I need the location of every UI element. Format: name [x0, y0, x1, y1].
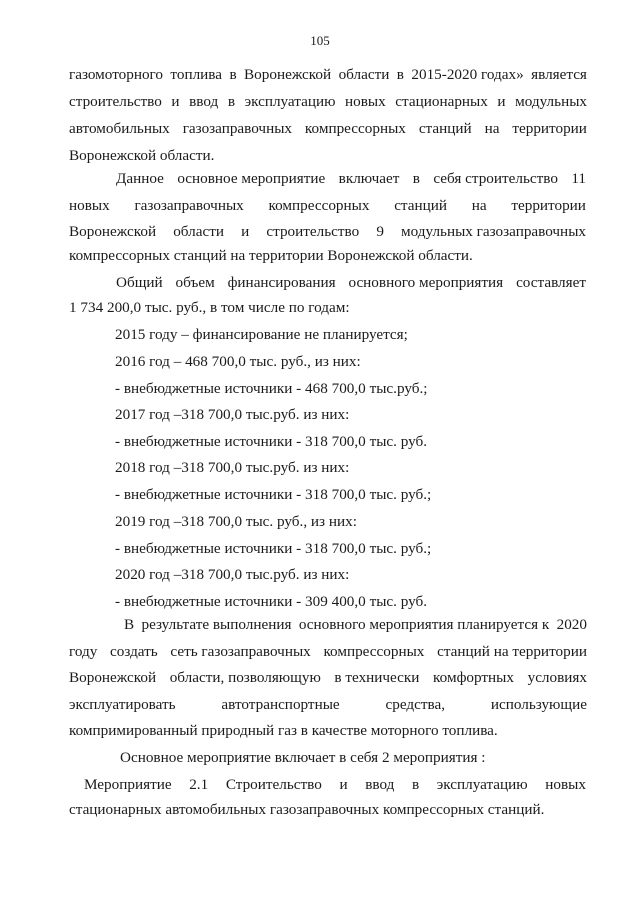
word: в [227, 93, 235, 110]
text-line: 1 734 200,0 тыс. руб., в том числе по годам: [69, 299, 350, 316]
word: средства, [385, 696, 446, 713]
text-line: Воронежской области. [69, 147, 215, 164]
text-line: - внебюджетные источники - 468 700,0 тыс.руб.; [115, 380, 428, 397]
text-line: стационарных автомобильных газозаправочных компрессорных станций. [69, 801, 545, 818]
word: на [471, 197, 487, 214]
text-line: 2015 году – финансирование не планируется; [115, 326, 408, 343]
word: автомобильных [69, 120, 170, 137]
word: строительство [266, 223, 360, 240]
word: компрессорных [268, 197, 370, 214]
word: эксплуатацию [436, 776, 528, 793]
word: финансирования [227, 274, 336, 291]
word: Общий [116, 274, 163, 291]
word: комфортных [433, 669, 514, 686]
word: основное мероприятие [177, 170, 326, 187]
word: результате выполнения [141, 616, 292, 633]
word: в технически [334, 669, 420, 686]
text-line: 2020 год –318 700,0 тыс.руб. из них: [115, 566, 350, 583]
word: станций [418, 120, 472, 137]
text-line [69, 695, 587, 714]
word: Мероприятие [84, 776, 172, 793]
text-line: компримированный природный газ в качестве моторного топлива. [69, 722, 498, 739]
word: условиях [527, 669, 587, 686]
text-line [116, 169, 586, 188]
word: 2020 [556, 616, 587, 633]
text-line [69, 92, 587, 111]
word: 2.1 [189, 776, 209, 793]
text-line [124, 615, 587, 634]
word: и [497, 93, 506, 110]
word: модульных [515, 93, 587, 110]
word: газозаправочных [134, 197, 244, 214]
word: в [229, 66, 237, 83]
word: станций на территории [437, 643, 587, 660]
text-line: компрессорных станций на территории Воронежской области. [69, 247, 473, 264]
word: себя строительство [433, 170, 558, 187]
word: году [69, 643, 98, 660]
word: и [171, 93, 180, 110]
word: станций [394, 197, 448, 214]
text-line: - внебюджетные источники - 318 700,0 тыс. руб.; [115, 486, 432, 503]
word: Воронежской [69, 223, 157, 240]
word: В [124, 616, 135, 633]
word: области, позволяющую [169, 669, 321, 686]
word: Данное [116, 170, 164, 187]
word: сеть газозаправочных [170, 643, 311, 660]
word: автотранспортные [221, 696, 340, 713]
word: области [338, 66, 390, 83]
word: и [241, 223, 250, 240]
word: эксплуатацию [244, 93, 336, 110]
word: топлива [170, 66, 222, 83]
word: эксплуатировать [69, 696, 176, 713]
word: и [339, 776, 348, 793]
word: основного мероприятия [348, 274, 504, 291]
word: Воронежской [69, 669, 157, 686]
word: основного мероприятия планируется к [298, 616, 550, 633]
word: включает [338, 170, 400, 187]
word: компрессорных [304, 120, 406, 137]
word: стационарных [395, 93, 488, 110]
word: Воронежской [244, 66, 332, 83]
word: использующие [490, 696, 587, 713]
text-line [69, 668, 587, 687]
word: территории [511, 197, 586, 214]
word: 2015-2020 годах» [411, 66, 524, 83]
text-line: 2017 год –318 700,0 тыс.руб. из них: [115, 406, 350, 423]
text-line [69, 65, 587, 84]
text-line: - внебюджетные источники - 318 700,0 тыс. руб. [115, 433, 428, 450]
word: территории [512, 120, 587, 137]
text-line [84, 775, 586, 794]
text-line [69, 222, 586, 241]
word: новых [545, 776, 586, 793]
word: ввод [365, 776, 395, 793]
word: является [531, 66, 587, 83]
word: объем [175, 274, 215, 291]
word: Строительство [225, 776, 322, 793]
word: газозаправочных [182, 120, 292, 137]
text-line: - внебюджетные источники - 318 700,0 тыс. руб.; [115, 540, 432, 557]
text-line: 2018 год –318 700,0 тыс.руб. из них: [115, 459, 350, 476]
word: модульных газозаправочных [401, 223, 586, 240]
word: области [173, 223, 224, 240]
text-line: - внебюджетные источники - 309 400,0 тыс. руб. [115, 593, 428, 610]
page-number: 105 [310, 33, 330, 48]
text-line [69, 119, 587, 138]
word: составляет [516, 274, 586, 291]
word: 11 [571, 170, 586, 187]
text-line: Основное мероприятие включает в себя 2 мероприятия : [120, 749, 486, 766]
word: в [412, 170, 420, 187]
text-line: 2016 год – 468 700,0 тыс. руб., из них: [115, 353, 361, 370]
word: газомоторного [69, 66, 163, 83]
text-line [116, 273, 586, 292]
word: в [396, 66, 404, 83]
word: в [411, 776, 420, 793]
word: на [484, 120, 500, 137]
word: создать [110, 643, 158, 660]
text-line: 2019 год –318 700,0 тыс. руб., из них: [115, 513, 357, 530]
text-line [69, 196, 586, 215]
word: компрессорных [323, 643, 425, 660]
word: новых [345, 93, 386, 110]
word: 9 [376, 223, 384, 240]
word: строительство [69, 93, 162, 110]
text-line [69, 642, 587, 661]
word: ввод [189, 93, 219, 110]
word: новых [69, 197, 110, 214]
